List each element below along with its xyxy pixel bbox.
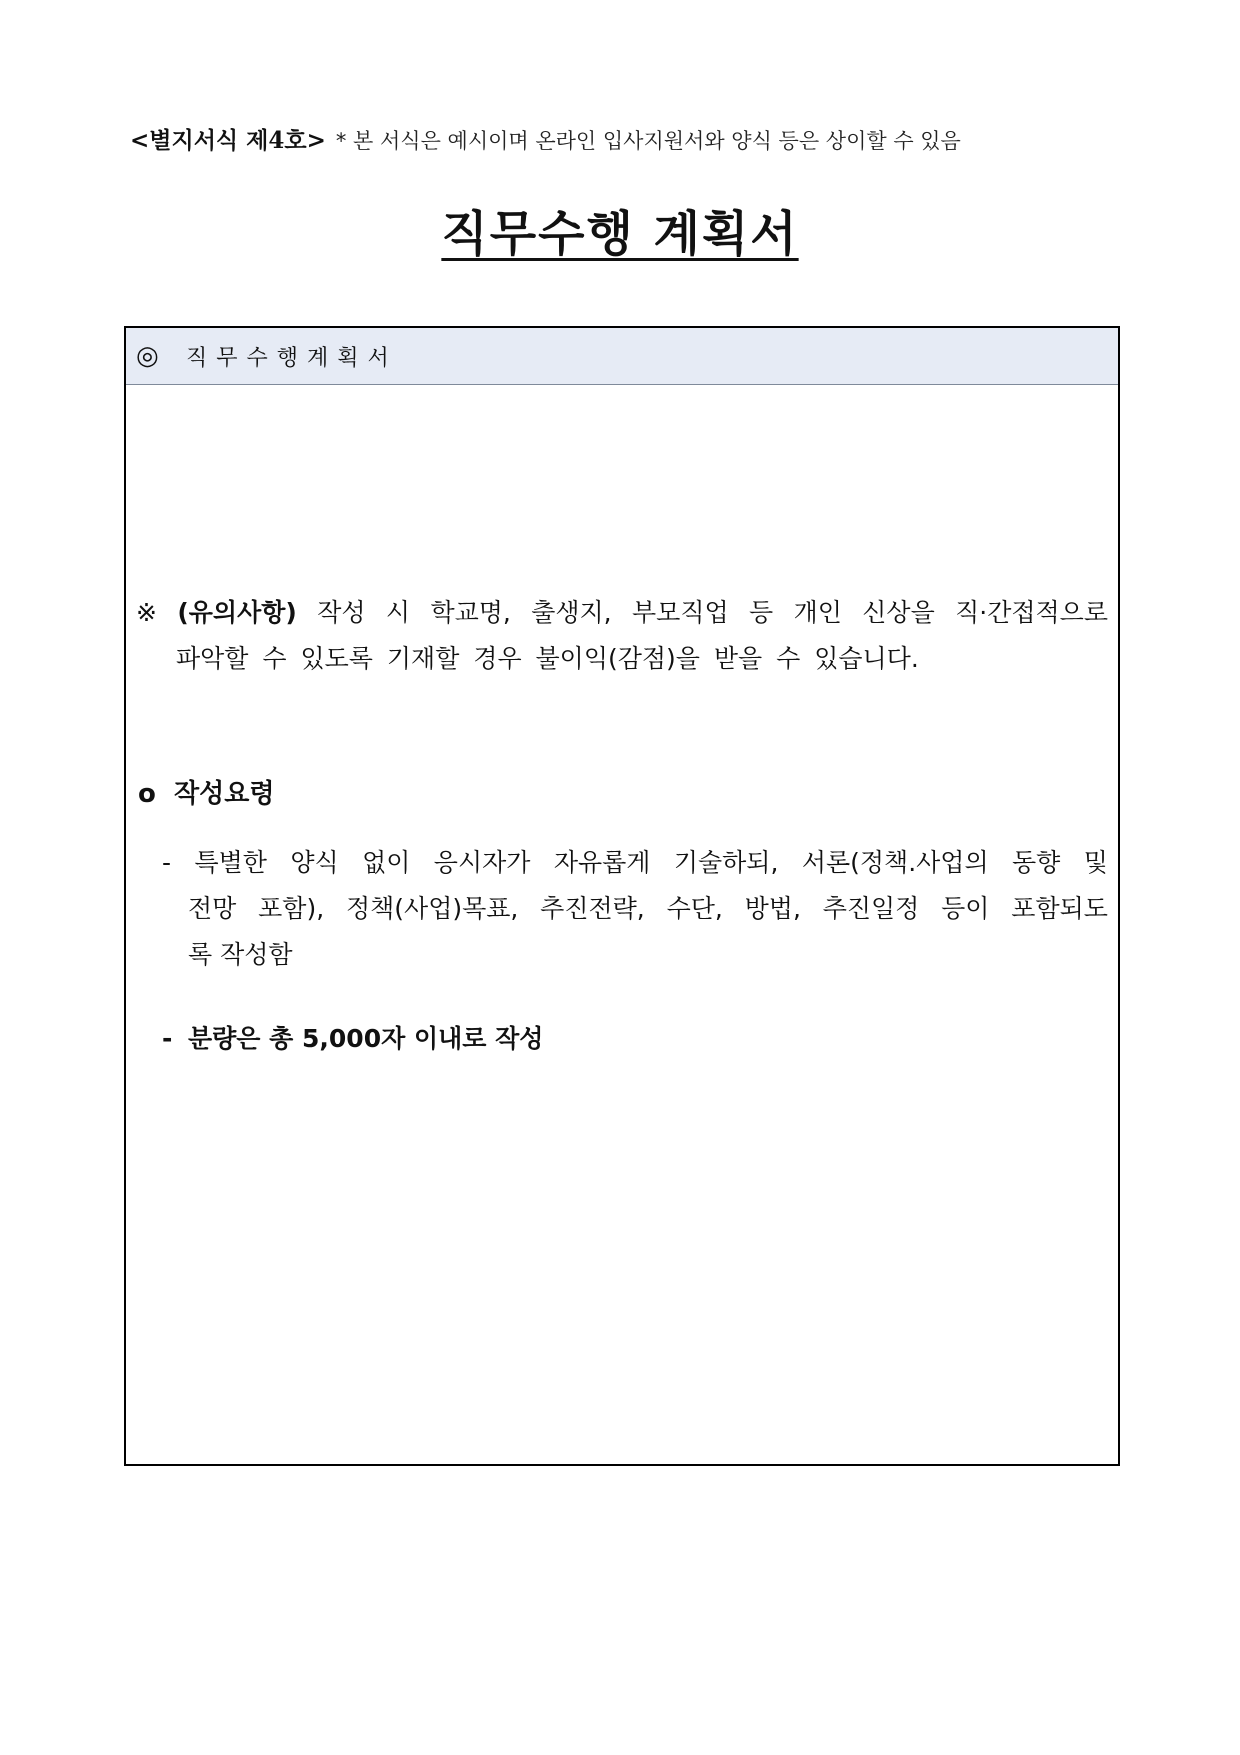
- reference-mark-icon: ※: [136, 598, 157, 627]
- form-disclaimer-note: * 본 서식은 예시이며 온라인 입사지원서와 양식 등은 상이할 수 있음: [335, 129, 961, 153]
- guide-word: 추진일정: [822, 894, 920, 923]
- guide-item-format: [162, 840, 1108, 978]
- guide-word: 및: [1083, 848, 1108, 877]
- guide-word: 서론(정책.사업의: [801, 848, 989, 877]
- caution-word: 학교명,: [430, 598, 511, 627]
- guide-word: 응시자가: [433, 848, 531, 877]
- guide-word: 추진전략,: [540, 894, 645, 923]
- form-number-label: <별지서식 제4호>: [130, 127, 326, 154]
- document-title: [0, 195, 1240, 264]
- caution-word: 출생지,: [531, 598, 612, 627]
- guide-item-line-3: 록 작성함: [188, 940, 293, 969]
- length-requirement-text: 분량은 총 5,000자 이내로 작성: [188, 1024, 544, 1053]
- caution-word: 시: [385, 598, 411, 627]
- guide-word: 정책(사업)목표,: [345, 894, 519, 923]
- guide-word: 특별한: [194, 848, 267, 877]
- dash-bullet: -: [162, 1024, 173, 1053]
- guide-word: 없이: [362, 848, 411, 877]
- guide-word: 수단,: [666, 894, 723, 923]
- form-section-title: 직무수행계획서: [186, 345, 398, 371]
- plan-form-box: [124, 326, 1120, 1466]
- guide-item-line-2: [162, 886, 1108, 932]
- guide-word: 자유롭게: [553, 848, 651, 877]
- caution-word: 등: [749, 598, 774, 627]
- guide-item-line-1: [162, 840, 1108, 886]
- guide-word: 양식: [290, 848, 339, 877]
- dash-bullet: -: [162, 848, 172, 877]
- guide-word: 등이: [941, 894, 990, 923]
- form-header: [130, 122, 961, 155]
- caution-word: 직·간접적으로: [955, 598, 1108, 627]
- caution-note: [136, 590, 1108, 682]
- writing-guide-heading: [138, 773, 274, 810]
- caution-word: 부모직업: [632, 598, 729, 627]
- document-title-text: 직무수행 계획서: [441, 206, 799, 262]
- caution-word: 작성: [317, 598, 366, 627]
- double-circle-icon: ◎: [136, 341, 159, 371]
- caution-word: 개인: [793, 598, 842, 627]
- form-section-header: [126, 328, 1118, 385]
- caution-line-1: [136, 590, 1108, 636]
- caution-line-2: 파악할 수 있도록 기재할 경우 불이익(감점)을 받을 수 있습니다.: [176, 644, 919, 673]
- guide-word: 전망: [188, 894, 237, 923]
- guide-word: 포함되도: [1011, 894, 1108, 923]
- circle-bullet-icon: o: [138, 779, 156, 809]
- guide-item-length: [162, 1016, 1108, 1062]
- guide-word: 포함),: [258, 894, 325, 923]
- caution-word: 신상을: [862, 598, 935, 627]
- guide-word: 방법,: [744, 894, 801, 923]
- caution-label: (유의사항): [177, 598, 297, 627]
- writing-guide-title: 작성요령: [174, 779, 275, 809]
- guide-word: 동향: [1012, 848, 1061, 877]
- guide-word: 기술하되,: [673, 848, 779, 877]
